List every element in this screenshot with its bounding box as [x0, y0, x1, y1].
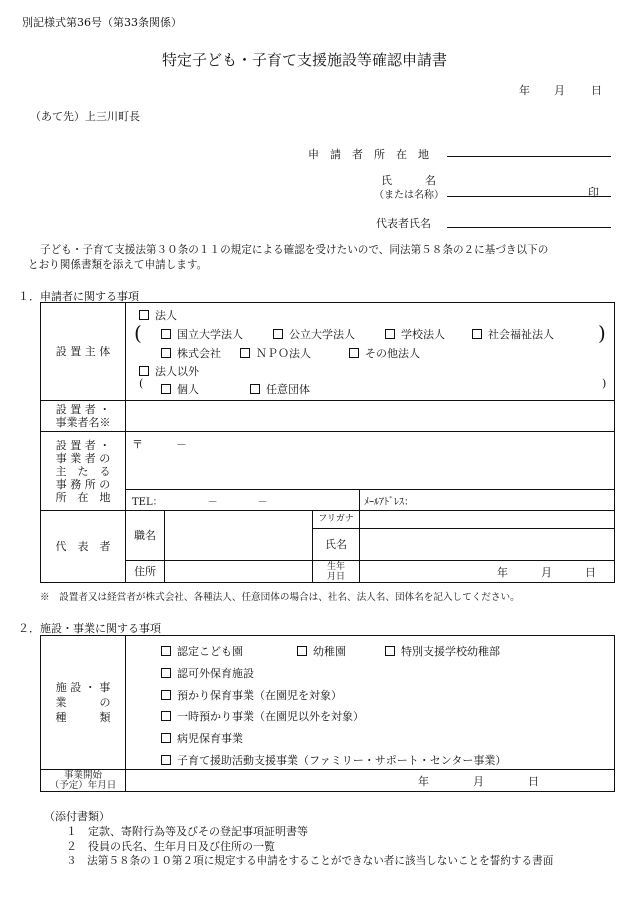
- checkbox-icon[interactable]: [139, 310, 149, 320]
- option-non-corporation[interactable]: 法人以外: [139, 363, 199, 379]
- option-npo[interactable]: ＮＰＯ法人: [240, 345, 311, 361]
- right-bracket-small-icon: ): [602, 377, 607, 390]
- checkbox-icon[interactable]: [273, 329, 283, 339]
- option-family-support[interactable]: 子育て援助活動支援事業（ファミリー・サポート・センター事業）: [161, 752, 506, 768]
- checkbox-icon[interactable]: [139, 366, 149, 376]
- checkbox-icon[interactable]: [161, 646, 171, 656]
- rep-address-label: 住所: [126, 561, 165, 583]
- rep-title-label: 職名: [126, 511, 165, 561]
- checkbox-icon[interactable]: [240, 348, 250, 358]
- checkbox-icon[interactable]: [250, 384, 260, 394]
- furigana-field[interactable]: [360, 511, 615, 529]
- tel-field[interactable]: TEL： － －: [126, 490, 360, 511]
- option-company[interactable]: 株式会社: [161, 345, 221, 361]
- checkbox-icon[interactable]: [161, 329, 171, 339]
- applicant-address-label: 申 請 者 所 在 地: [308, 148, 429, 161]
- representative-label: 代 表 者: [41, 511, 126, 583]
- option-other-corp[interactable]: その他法人: [349, 345, 420, 361]
- option-school-corp[interactable]: 学校法人: [385, 326, 445, 342]
- option-corporation[interactable]: 法人: [139, 307, 177, 323]
- intro-text-2: とおり関係書類を添えて申請します。: [28, 259, 208, 271]
- postal-code: 〒 －: [132, 438, 187, 451]
- option-youchien[interactable]: 幼稚園: [297, 643, 346, 659]
- rep-name-field[interactable]: [360, 529, 615, 561]
- applicant-name-sublabel: （または名称）: [374, 190, 444, 201]
- option-public-univ[interactable]: 公立大学法人: [273, 326, 355, 342]
- applicant-name-line[interactable]: [447, 196, 611, 197]
- facility-kind-label: 施 設 ・ 事 業 の 種 類: [41, 636, 126, 770]
- date-year: 年: [519, 84, 530, 97]
- rep-name-label-cell: 氏名: [313, 529, 360, 561]
- option-national-univ[interactable]: 国立大学法人: [161, 326, 243, 342]
- rep-name-label: 代表者氏名: [376, 217, 431, 230]
- option-individual[interactable]: 個人: [161, 381, 199, 397]
- checkbox-icon[interactable]: [297, 646, 307, 656]
- attachment-item: ３ 法第５８条の１０第２項に規定する申請をすることができない者に該当しないことを誓約する書面: [66, 855, 554, 867]
- option-ichiji-azukari[interactable]: 一時預かり事業（在園児以外を対象）: [161, 708, 364, 724]
- applicant-table: [40, 302, 615, 583]
- option-byouji-hoiku[interactable]: 病児保育事業: [161, 730, 243, 746]
- date-day: 日: [591, 84, 602, 97]
- option-ninkagai[interactable]: 認可外保育施設: [161, 665, 254, 681]
- operator-name-field[interactable]: [126, 401, 615, 432]
- option-welfare-corp[interactable]: 社会福祉法人: [472, 326, 554, 342]
- left-bracket-icon: (: [134, 321, 142, 345]
- attachment-item: ２ 役員の氏名、生年月日及び住所の一覧: [66, 840, 275, 853]
- section1-heading: １．申請者に関する事項: [18, 290, 139, 303]
- applicant-name-label: 氏 名: [381, 174, 436, 187]
- section2-heading: ２．施設・事業に関する事項: [18, 622, 161, 635]
- checkbox-icon[interactable]: [161, 384, 171, 394]
- option-tokubetsu-shien[interactable]: 特別支援学校幼稚部: [385, 643, 500, 659]
- checkbox-icon[interactable]: [349, 348, 359, 358]
- checkbox-icon[interactable]: [161, 755, 171, 765]
- right-bracket-icon: ): [598, 321, 606, 345]
- checkbox-icon[interactable]: [472, 329, 482, 339]
- option-azukari-hoiku[interactable]: 預かり保育事業（在園児を対象）: [161, 687, 342, 703]
- checkbox-icon[interactable]: [161, 711, 171, 721]
- operator-name-label: 設 置 者 ・ 事業者名※: [41, 401, 126, 432]
- checkbox-icon[interactable]: [161, 668, 171, 678]
- date-month: 月: [554, 84, 565, 97]
- checkbox-icon[interactable]: [161, 690, 171, 700]
- checkbox-icon[interactable]: [161, 733, 171, 743]
- page-title: 特定子ども・子育て支援施設等確認申請書: [162, 51, 448, 69]
- founder-label: 設 置 主 体: [41, 303, 126, 401]
- rep-title-field[interactable]: [165, 511, 313, 561]
- operator-note: ※ 設置者又は経営者が株式会社、各種法人、任意団体の場合は、社名、法人名、団体名を記入してください。: [40, 592, 520, 603]
- rep-address-field[interactable]: [165, 561, 313, 583]
- option-voluntary-group[interactable]: 任意団体: [250, 381, 310, 397]
- office-address-label: 設 置 者 ・ 事 業 者 の 主 た る 事 務 所 の 所 在 地: [41, 432, 126, 511]
- rep-name-line[interactable]: [447, 227, 611, 228]
- addressee: （あて先）上三川町長: [30, 110, 140, 123]
- birthdate-label: 生年 月日: [313, 561, 360, 583]
- form-number: 別記様式第36号（第33条関係）: [22, 16, 182, 29]
- birthdate-field[interactable]: 年 月 日: [360, 561, 615, 583]
- checkbox-icon[interactable]: [161, 348, 171, 358]
- start-date-label: 事業開始 （予定）年月日: [41, 770, 126, 792]
- attachments-heading: （添付書類）: [44, 810, 110, 823]
- option-nintei-kodomoen[interactable]: 認定こども園: [161, 643, 243, 659]
- attachment-item: １ 定款、寄附行為等及びその登記事項証明書等: [66, 825, 308, 838]
- left-bracket-small-icon: (: [139, 377, 144, 390]
- seal-mark: 印: [588, 186, 599, 199]
- checkbox-icon[interactable]: [385, 646, 395, 656]
- applicant-address-line[interactable]: [447, 156, 611, 157]
- email-field[interactable]: ﾒｰﾙｱﾄﾞﾚｽ：: [360, 490, 615, 511]
- checkbox-icon[interactable]: [385, 329, 395, 339]
- office-address-field[interactable]: [126, 432, 615, 490]
- intro-text-1: 子ども・子育て支援法第３０条の１１の規定による確認を受けたいので、同法第５８条の２に基づき以下の: [40, 244, 549, 256]
- start-date-field[interactable]: 年 月 日: [126, 770, 615, 792]
- furigana-label: フリガナ: [313, 511, 360, 529]
